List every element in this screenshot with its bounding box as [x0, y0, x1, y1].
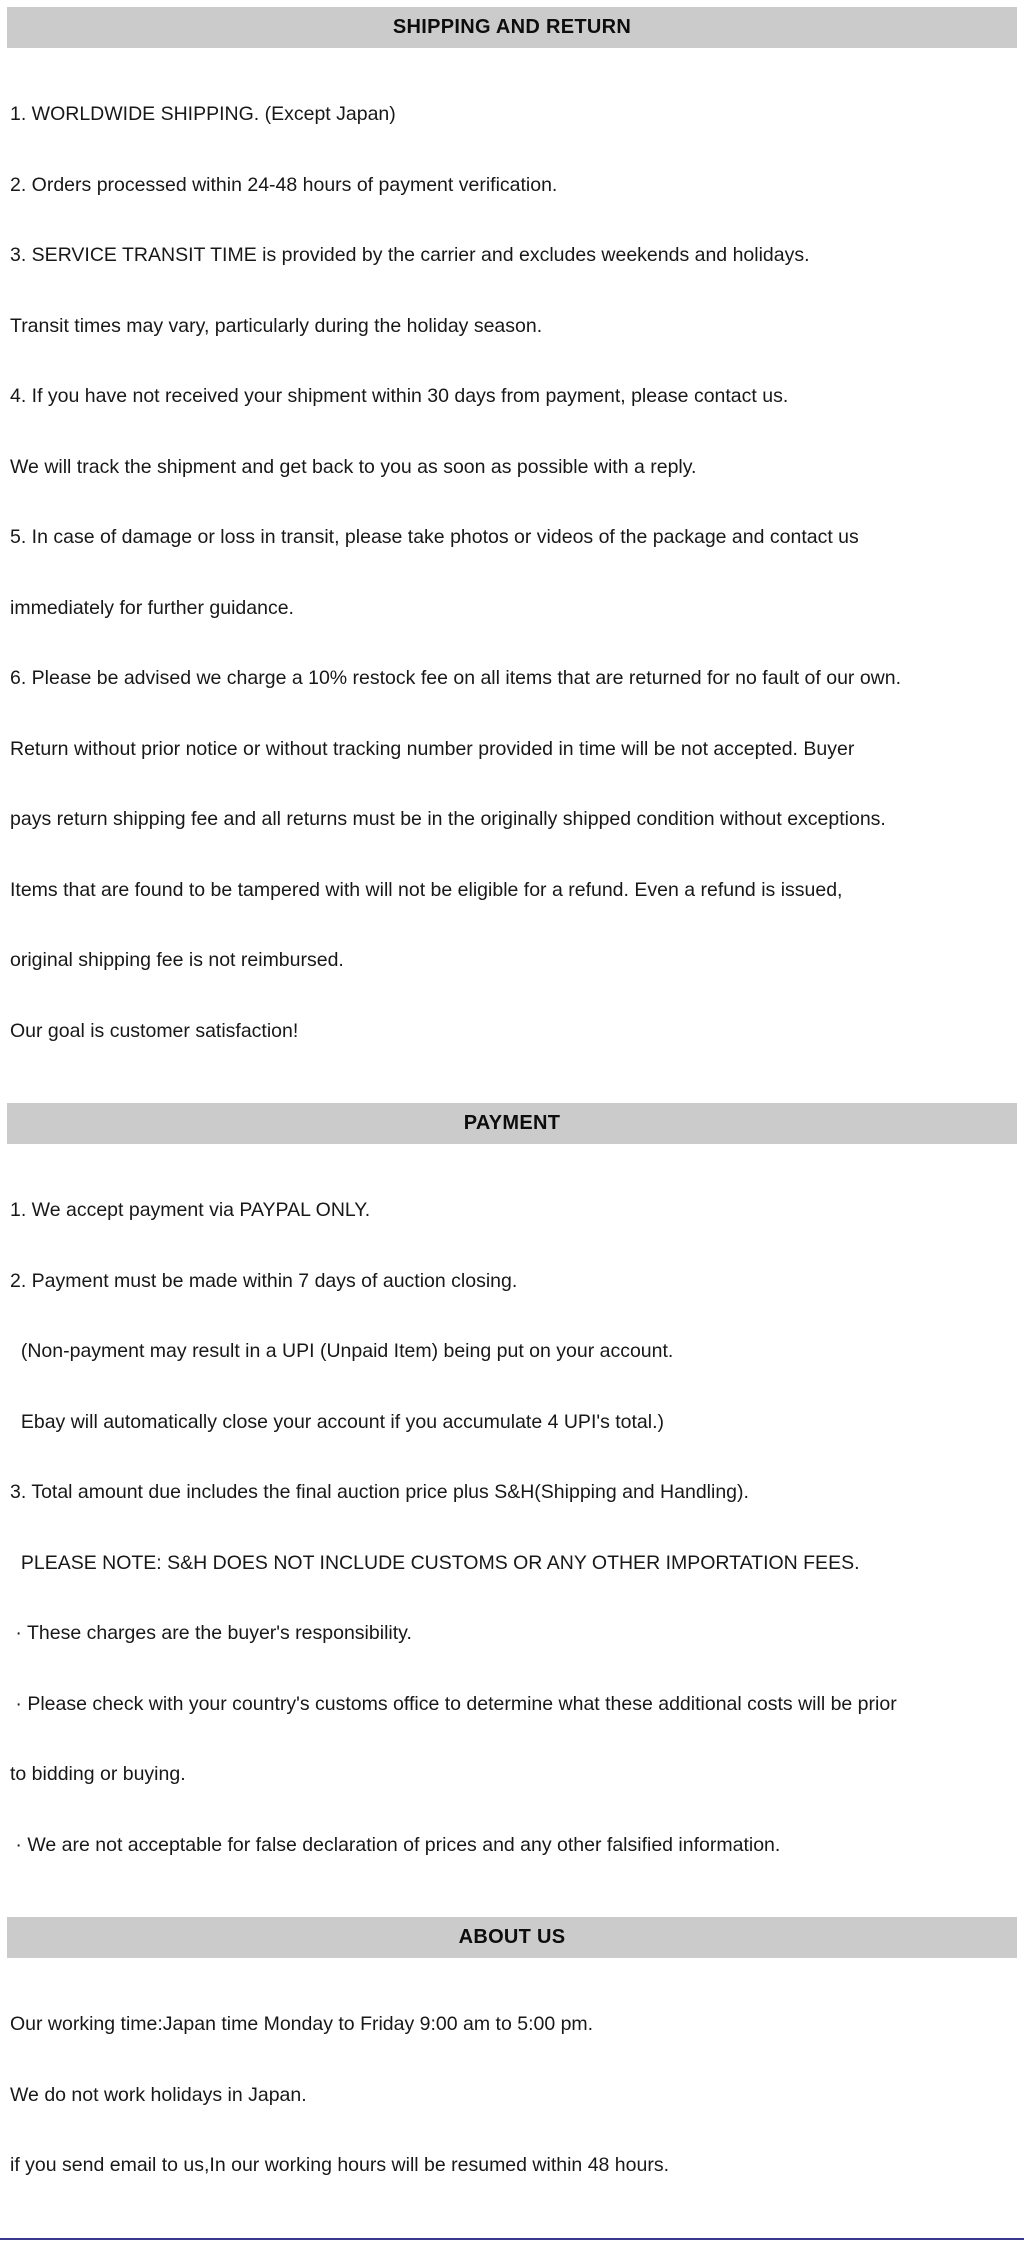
top-spacer [0, 0, 1024, 7]
text-line: We will track the shipment and get back to you as soon as possible with a reply. [10, 455, 697, 478]
text-line: 3. SERVICE TRANSIT TIME is provided by the carrier and excludes weekends and holidays. [10, 244, 810, 266]
text-line: Our working time:Japan time Monday to Friday 9:00 am to 5:00 pm. [10, 2013, 594, 2035]
text-line: Ebay will automatically close your account if you accumulate 4 UPI's total.) [10, 1410, 665, 1433]
text-line: 1. We accept payment via PAYPAL ONLY. [10, 1199, 371, 1221]
text-line: 5. In case of damage or loss in transit, please take photos or videos of the package and contact us [10, 526, 859, 548]
text-line: · These charges are the buyer's responsibility. [10, 1622, 412, 1644]
text-line: (Non-payment may result in a UPI (Unpaid Item) being put on your account. [10, 1340, 674, 1362]
section-body-about-us [10, 1966, 1018, 2225]
text-line: 3. Total amount due includes the final auction price plus S&H(Shipping and Handling). [10, 1481, 749, 1503]
text-line: 2. Payment must be made within 7 days of auction closing. [10, 1269, 518, 1292]
text-line: 6. Please be advised we charge a 10% restock fee on all items that are returned for no fault of our own. [10, 667, 902, 689]
text-line: Transit times may vary, particularly during the holiday season. [10, 314, 543, 337]
section-title: PAYMENT [463, 1112, 561, 1134]
text-line: 1. WORLDWIDE SHIPPING. (Except Japan) [10, 103, 396, 125]
text-line: original shipping fee is not reimbursed. [10, 949, 344, 971]
text-line: Items that are found to be tampered with will not be eligible for a refund. Even a refund is issued, [10, 878, 843, 901]
text-line: We do not work holidays in Japan. [10, 2083, 307, 2106]
text-line: · Please check with your country's customs office to determine what these additional costs will be prior [10, 1692, 897, 1715]
divider-line [0, 2238, 1024, 2247]
section-header-payment [7, 1103, 1017, 1144]
text-line: immediately for further guidance. [10, 596, 294, 619]
text-line: Our goal is customer satisfaction! [10, 1019, 299, 1042]
text-line: 2. Orders processed within 24-48 hours of payment verification. [10, 173, 558, 196]
section-body-payment [10, 1152, 1018, 1904]
text-line: to bidding or buying. [10, 1763, 186, 1785]
section-header-shipping-and-return [7, 7, 1017, 48]
text-line: · We are not acceptable for false declaration of prices and any other falsified information. [10, 1833, 781, 1856]
text-line: pays return shipping fee and all returns must be in the originally shipped condition without exceptions. [10, 808, 886, 830]
section-body-shipping-and-return [10, 56, 1018, 1090]
section-header-about-us [7, 1917, 1017, 1958]
text-line: if you send email to us,In our working hours will be resumed within 48 hours. [10, 2154, 669, 2176]
text-line: Return without prior notice or without tracking number provided in time will be not accepted. Buyer [10, 737, 855, 760]
section-title: SHIPPING AND RETURN [392, 16, 632, 38]
section-title: ABOUT US [458, 1926, 566, 1948]
text-line: PLEASE NOTE: S&H DOES NOT INCLUDE CUSTOMS OR ANY OTHER IMPORTATION FEES. [10, 1551, 860, 1574]
text-line: 4. If you have not received your shipment within 30 days from payment, please contact us. [10, 385, 789, 407]
